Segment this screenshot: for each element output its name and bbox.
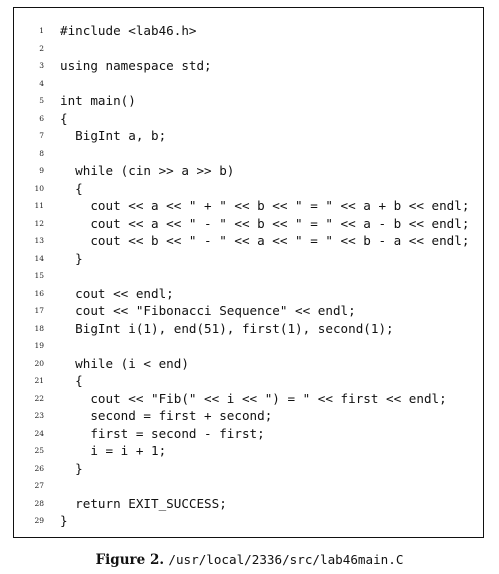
line-code: int main() [60,93,136,108]
line-number: 23 [34,411,44,420]
line-number: 26 [34,463,44,473]
line-code: second = first + second; [60,408,273,423]
line-code: i = i + 1; [60,443,167,458]
line-number: 17 [34,306,44,315]
line-number: 4 [39,78,44,88]
line-number: 28 [34,498,44,508]
line-code: return EXIT_SUCCESS; [60,495,227,511]
line-number: 9 [39,166,44,175]
line-code: first = second - first; [60,425,265,441]
code-line [14,92,483,110]
line-code: } [60,460,83,476]
line-code: cout << endl; [60,285,174,301]
code-line [14,22,483,40]
line-number: 29 [34,516,44,525]
code-line [14,320,483,338]
code-line [14,390,483,408]
code-line [14,337,483,355]
code-line [14,477,483,495]
line-number: 21 [34,376,44,385]
line-number: 12 [34,218,44,228]
line-number: 13 [34,236,44,245]
line-number: 20 [34,358,44,368]
line-number: 14 [34,253,44,263]
line-code: while (cin >> a >> b) [60,163,235,178]
code-listing [13,7,484,538]
line-number: 25 [34,446,44,455]
line-code: { [60,373,83,388]
line-code: cout << "Fibonacci Sequence" << endl; [60,303,356,318]
code-line [14,355,483,373]
code-line [14,285,483,303]
line-number: 6 [39,113,44,123]
figure-file-path: /usr/local/2336/src/lab46main.C [168,552,404,567]
line-code: cout << a << " + " << b << " = " << a + b << endl; [60,198,470,213]
code-line [14,232,483,250]
code-line [14,495,483,513]
code-line [14,425,483,443]
line-code: while (i < end) [60,355,189,371]
line-number: 19 [34,341,44,350]
line-code: cout << b << " - " << a << " = " << b - a << endl; [60,233,470,248]
code-line [14,162,483,180]
code-line [14,57,483,75]
code-line [14,512,483,530]
code-line [14,75,483,93]
code-line [14,250,483,268]
line-code: { [60,180,83,196]
line-code: cout << "Fib(" << i << ") = " << first << endl; [60,390,447,406]
line-number: 1 [39,26,44,35]
line-number: 7 [39,131,44,140]
code-line [14,407,483,425]
code-line [14,180,483,198]
line-number: 16 [34,288,44,298]
code-line [14,215,483,233]
line-code: } [60,250,83,266]
line-number: 11 [34,201,44,210]
line-number: 22 [34,393,44,403]
line-number: 3 [39,61,44,70]
line-number: 18 [34,323,44,333]
code-line [14,127,483,145]
code-line [14,302,483,320]
line-code: #include <lab46.h> [60,23,197,38]
line-number: 27 [34,481,44,490]
code-line [14,110,483,128]
line-number: 5 [39,96,44,105]
line-code: using namespace std; [60,58,212,73]
figure-caption [0,551,499,569]
line-code: } [60,513,68,528]
line-number: 2 [39,43,44,53]
code-line [14,372,483,390]
code-line [14,267,483,285]
line-number: 10 [34,183,44,193]
figure-label: Figure 2. [95,552,165,568]
line-code: BigInt i(1), end(51), first(1), second(1); [60,320,394,336]
code-line [14,460,483,478]
code-line [14,40,483,58]
code-line [14,442,483,460]
line-number: 24 [34,428,44,438]
line-number: 8 [39,148,44,158]
line-code: BigInt a, b; [60,128,167,143]
line-number: 15 [34,271,44,280]
line-code: cout << a << " - " << b << " = " << a - b << endl; [60,215,470,231]
code-line [14,145,483,163]
line-code: { [60,110,68,126]
code-line [14,197,483,215]
